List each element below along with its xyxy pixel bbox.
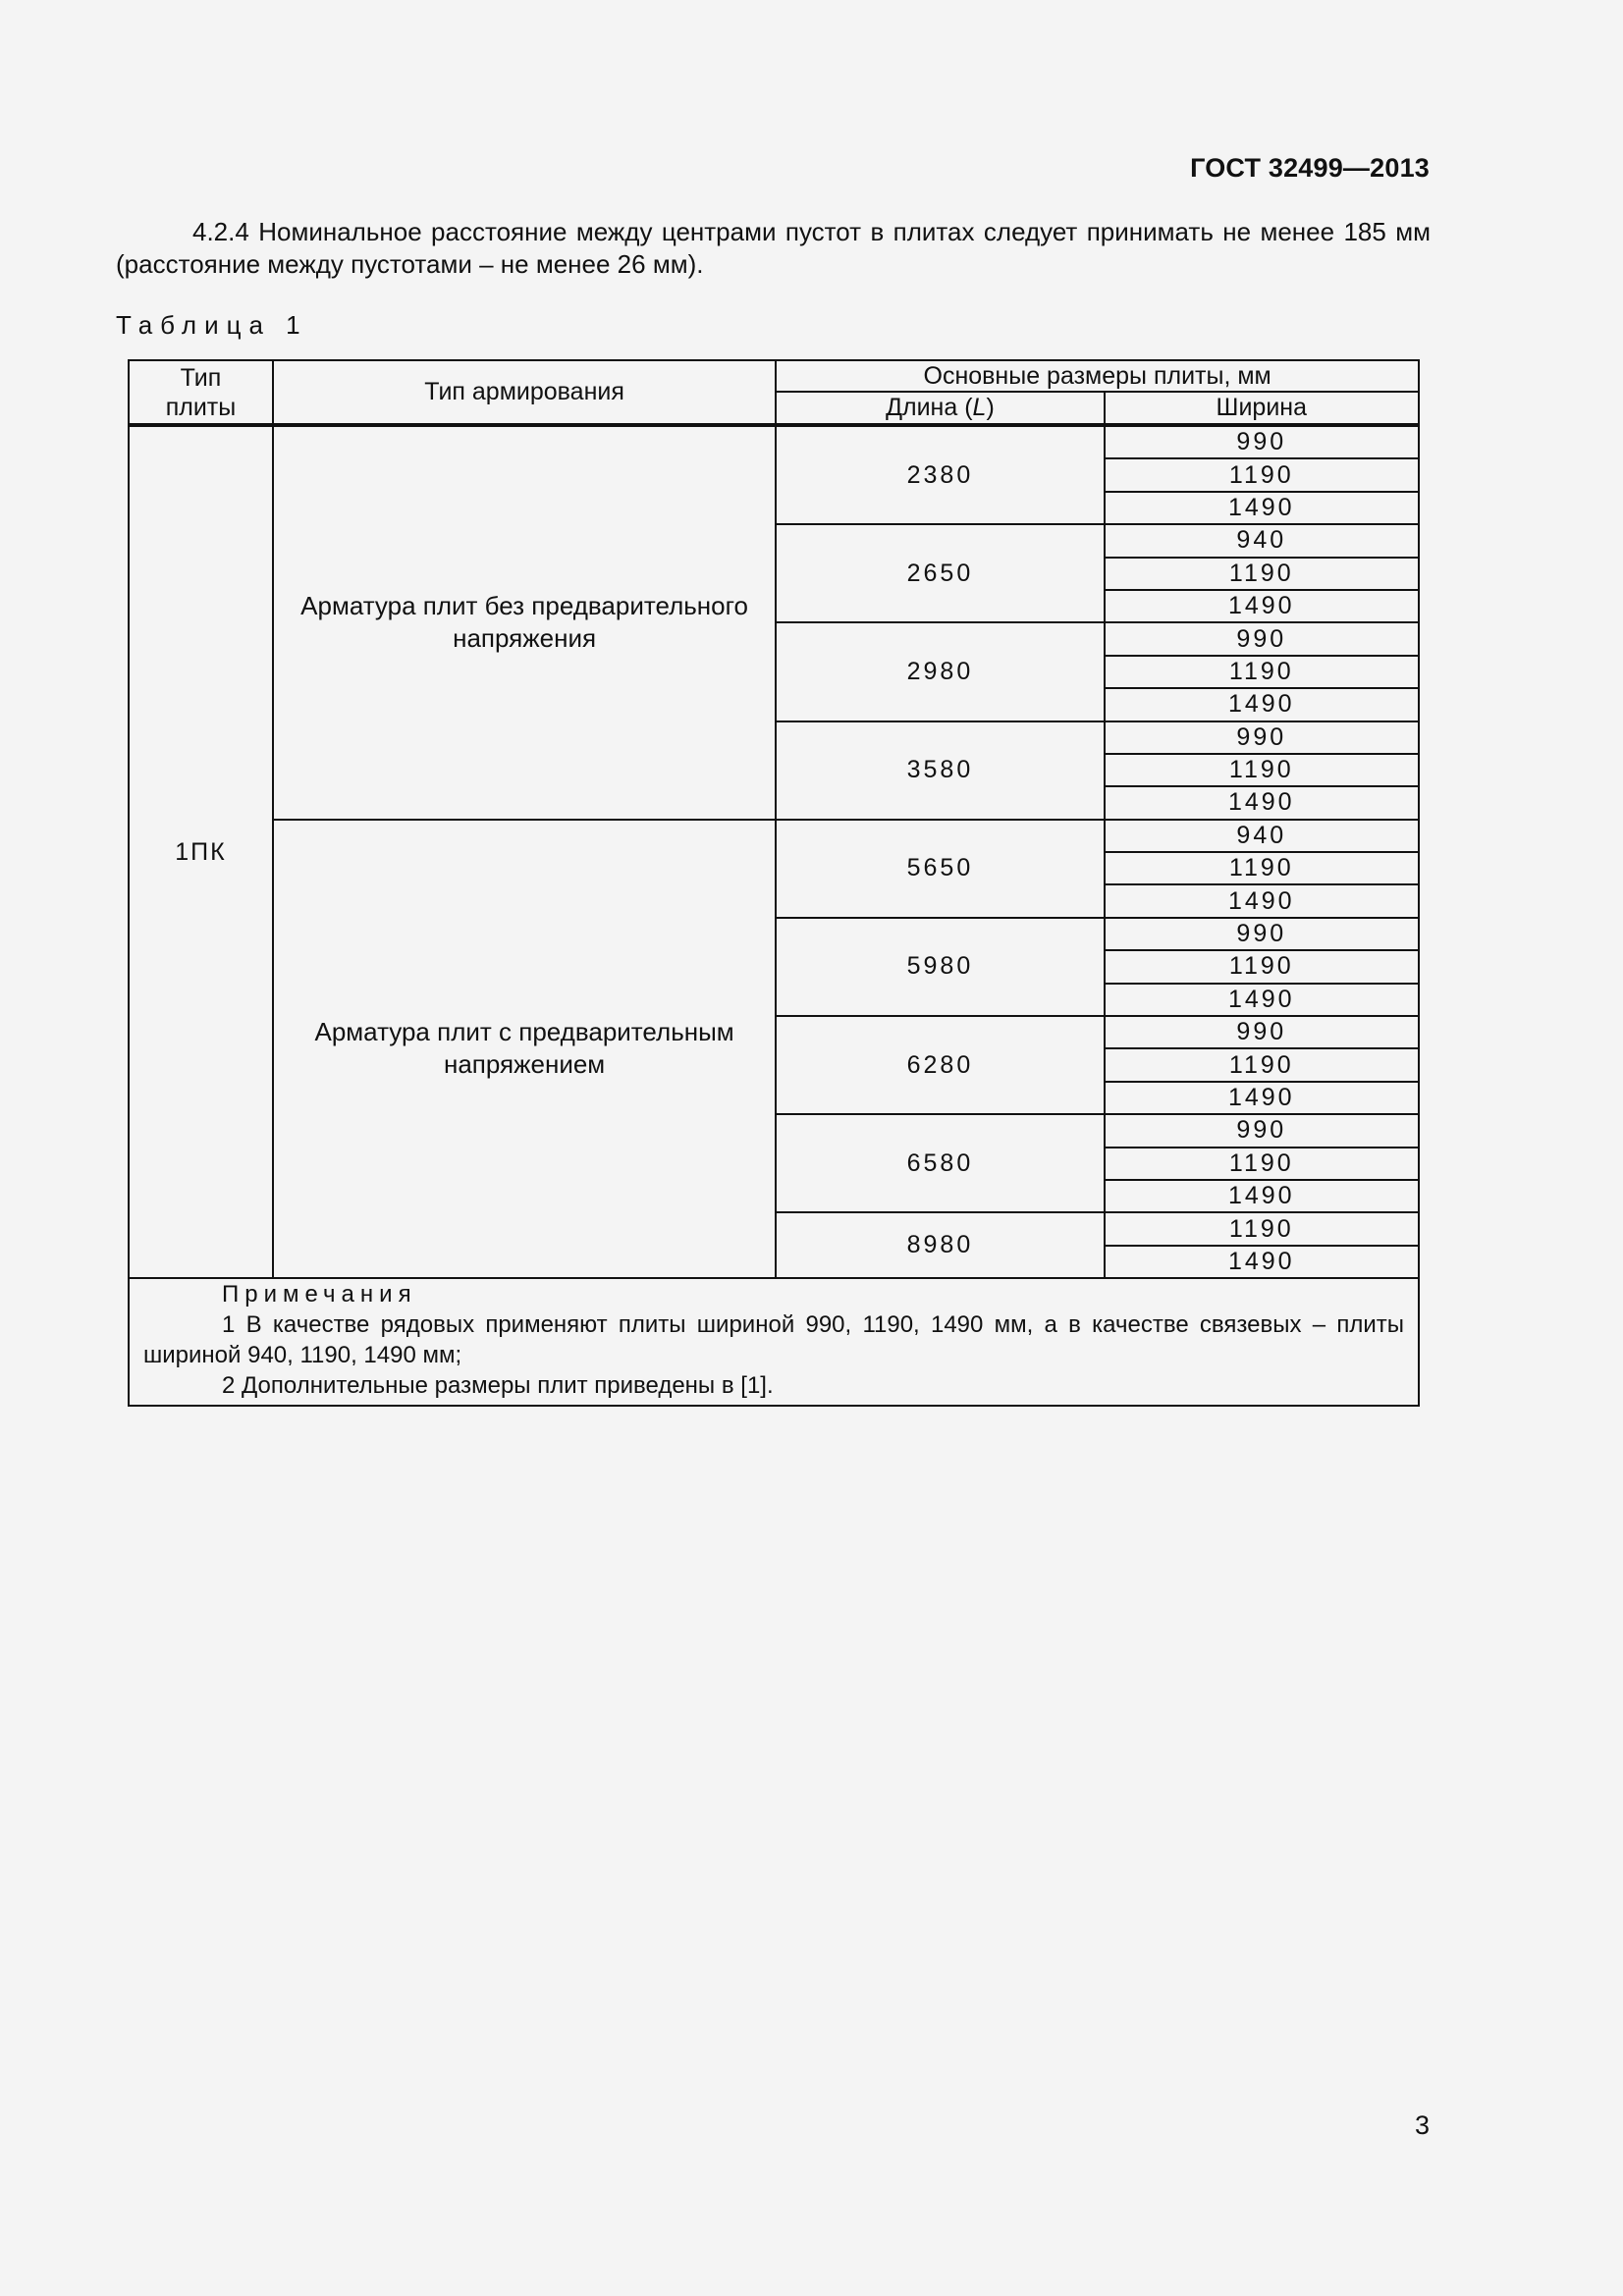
width-cell: 990 [1105, 1114, 1419, 1147]
width-cell: 990 [1105, 622, 1419, 655]
width-cell: 1490 [1105, 786, 1419, 819]
width-cell: 1490 [1105, 590, 1419, 622]
reinforcement-cell: Арматура плит без предварительного напряжения [273, 425, 776, 820]
header-plate-type: Тип плиты [129, 360, 273, 425]
notes-title: Примечания [222, 1281, 417, 1308]
width-cell: 1190 [1105, 754, 1419, 786]
notes-row [129, 1278, 1419, 1406]
header-reinforcement-type: Тип армирования [273, 360, 776, 425]
width-cell: 940 [1105, 524, 1419, 557]
width-cell: 1190 [1105, 656, 1419, 688]
width-cell: 1190 [1105, 1048, 1419, 1081]
note-item: 2 Дополнительные размеры плит приведены в [1]. [222, 1372, 774, 1400]
width-cell: 990 [1105, 1016, 1419, 1048]
length-cell: 5650 [776, 820, 1104, 918]
table-caption: Таблица 1 [116, 310, 308, 340]
length-cell: 8980 [776, 1212, 1104, 1278]
width-cell: 1190 [1105, 852, 1419, 884]
notes-cell [129, 1278, 1419, 1406]
width-cell: 1490 [1105, 688, 1419, 721]
plate-type-cell: 1ПК [129, 425, 273, 1278]
table-row [129, 820, 1419, 852]
page-number: 3 [1414, 2110, 1430, 2140]
paragraph-4-2-4: 4.2.4 Номинальное расстояние между центрами пустот в плитах следует принимать не менее 185 мм (расстояние между пустотами – не менее 26 мм). [116, 217, 1431, 279]
width-cell: 1190 [1105, 458, 1419, 491]
width-cell: 1190 [1105, 558, 1419, 590]
header-length: Длина (L) [776, 392, 1104, 425]
width-cell: 990 [1105, 721, 1419, 754]
width-cell: 1190 [1105, 1148, 1419, 1180]
length-cell: 2380 [776, 425, 1104, 524]
width-cell: 990 [1105, 918, 1419, 950]
note-item: 1 В качестве рядовых применяют плиты шириной 990, 1190, 1490 мм, а в качестве связевых – плиты шириной 940, 1190, 1490 мм; [143, 1311, 1404, 1369]
length-cell: 6580 [776, 1114, 1104, 1212]
width-cell: 1490 [1105, 1246, 1419, 1278]
width-cell: 940 [1105, 820, 1419, 852]
document-header: ГОСТ 32499—2013 [1190, 153, 1430, 183]
length-cell: 5980 [776, 918, 1104, 1016]
table-body [129, 425, 1419, 1406]
header-main-dimensions: Основные размеры плиты, мм [776, 360, 1419, 392]
width-cell: 1490 [1105, 1082, 1419, 1114]
header-width: Ширина [1105, 392, 1419, 425]
width-cell: 990 [1105, 425, 1419, 458]
table-row [129, 425, 1419, 458]
length-cell: 2980 [776, 622, 1104, 721]
length-cell: 6280 [776, 1016, 1104, 1114]
plate-dimensions-table [128, 359, 1420, 1407]
reinforcement-cell: Арматура плит с предварительным напряжением [273, 820, 776, 1278]
width-cell: 1490 [1105, 984, 1419, 1016]
width-cell: 1490 [1105, 1180, 1419, 1212]
width-cell: 1190 [1105, 950, 1419, 983]
length-cell: 2650 [776, 524, 1104, 622]
length-cell: 3580 [776, 721, 1104, 820]
width-cell: 1190 [1105, 1212, 1419, 1245]
width-cell: 1490 [1105, 492, 1419, 524]
width-cell: 1490 [1105, 884, 1419, 917]
